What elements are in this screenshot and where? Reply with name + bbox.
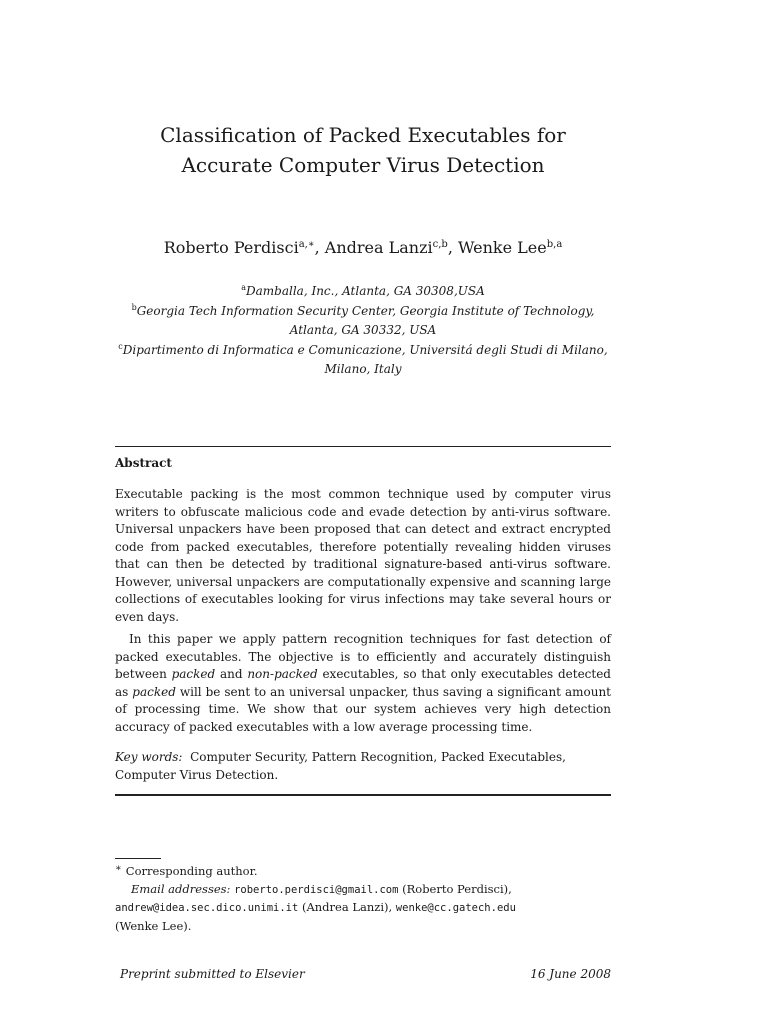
footnote-mark: ∗ [115,863,122,874]
footnote [115,863,611,935]
author-name: Roberto Perdisci [163,238,299,257]
abstract-text: executables, so that only executables detected as [115,667,611,699]
affiliation-c [115,341,611,379]
email-link[interactable]: roberto.perdisci@gmail.com [234,883,399,896]
abstract-paragraph-1: Executable packing is the most common technique used by computer virus writers to obfuscate malicious code and evade detection by anti-virus software. Universal unpackers have been proposed that can detect and extract encrypted code from packed executables, therefore potentially revealing hidden viruses that can then be detected by traditional signature-based anti-virus software. However, universal unpackers are computationally expensive and scanning large collections of executables looking for virus infections may take several hours or even days. [115,487,611,624]
paper-page [115,0,611,1024]
abstract-text: and [215,667,248,681]
email-link[interactable]: andrew@idea.sec.dico.unimi.it [115,902,299,914]
abstract-emphasis: packed [132,684,176,699]
footnote-corresponding: Corresponding author. [125,864,258,878]
abstract-bottom-rule [115,794,611,796]
abstract-top-rule [115,446,611,447]
footnote-author: (Roberto Perdisci), [398,881,512,896]
keywords-label: Key words: [115,750,183,764]
preprint-date: 16 June 2008 [530,967,611,981]
affiliation-list [115,282,611,379]
author-list [115,236,611,260]
author-affiliation-mark: c,b [432,239,448,250]
abstract-text: will be sent to an universal unpacker, thus saving a significant amount of processing time. We show that our system achieves very high detection accuracy of packed executables with a low average processing time. [115,684,611,734]
preprint-note: Preprint submitted to Elsevier [120,967,305,981]
abstract-body [115,486,611,736]
author-separator: , [314,238,325,257]
affiliation-a [115,282,611,301]
affiliation-mark: c [118,342,123,351]
affiliation-b [115,302,611,340]
title-line-1: Classification of Packed Executables for [160,123,566,147]
affiliation-text: Atlanta, GA 30332, USA [289,323,437,337]
paper-title [115,120,611,180]
author-name: Wenke Lee [458,238,547,257]
affiliation-mark: b [131,303,137,312]
footnote-author: (Andrea Lanzi), [298,900,396,914]
title-line-2: Accurate Computer Virus Detection [181,153,545,177]
email-link[interactable]: wenke@cc.gatech.edu [395,902,516,914]
affiliation-mark: a [241,283,247,292]
footnote-line-2 [115,881,611,900]
author-affiliation-mark: b,a [546,239,563,250]
footnote-email-label: Email addresses: [131,881,231,896]
abstract-paragraph-2 [115,631,611,736]
abstract-text: In this paper we apply pattern recognition techniques for fast detection of packed executables. The objective is to efficiently and accurately distinguish between [115,632,611,681]
affiliation-text: Milano, Italy [324,362,402,376]
keywords-text: Computer Security, Pattern Recognition, Packed Executables, Computer Virus Detection. [115,750,566,782]
author-separator: , [447,238,459,257]
affiliation-text: Georgia Tech Information Security Center, Georgia Institute of Technology, [136,304,595,318]
abstract-emphasis: packed [171,667,216,681]
footnote-line-3 [115,899,611,918]
affiliation-text: Dipartimento di Informatica e Comunicazione, Universitá degli Studi di Milano, [122,343,608,357]
footnote-line-1 [115,863,611,881]
abstract-heading: Abstract [115,456,172,470]
abstract-emphasis: non-packed [247,667,318,681]
keywords [115,749,611,784]
author-name: Andrea Lanzi [324,238,433,257]
footnote-rule [115,858,161,859]
author-affiliation-mark: a,∗ [298,239,315,250]
affiliation-text: Damballa, Inc., Atlanta, GA 30308,USA [246,284,485,298]
footnote-line-4: (Wenke Lee). [115,918,192,933]
